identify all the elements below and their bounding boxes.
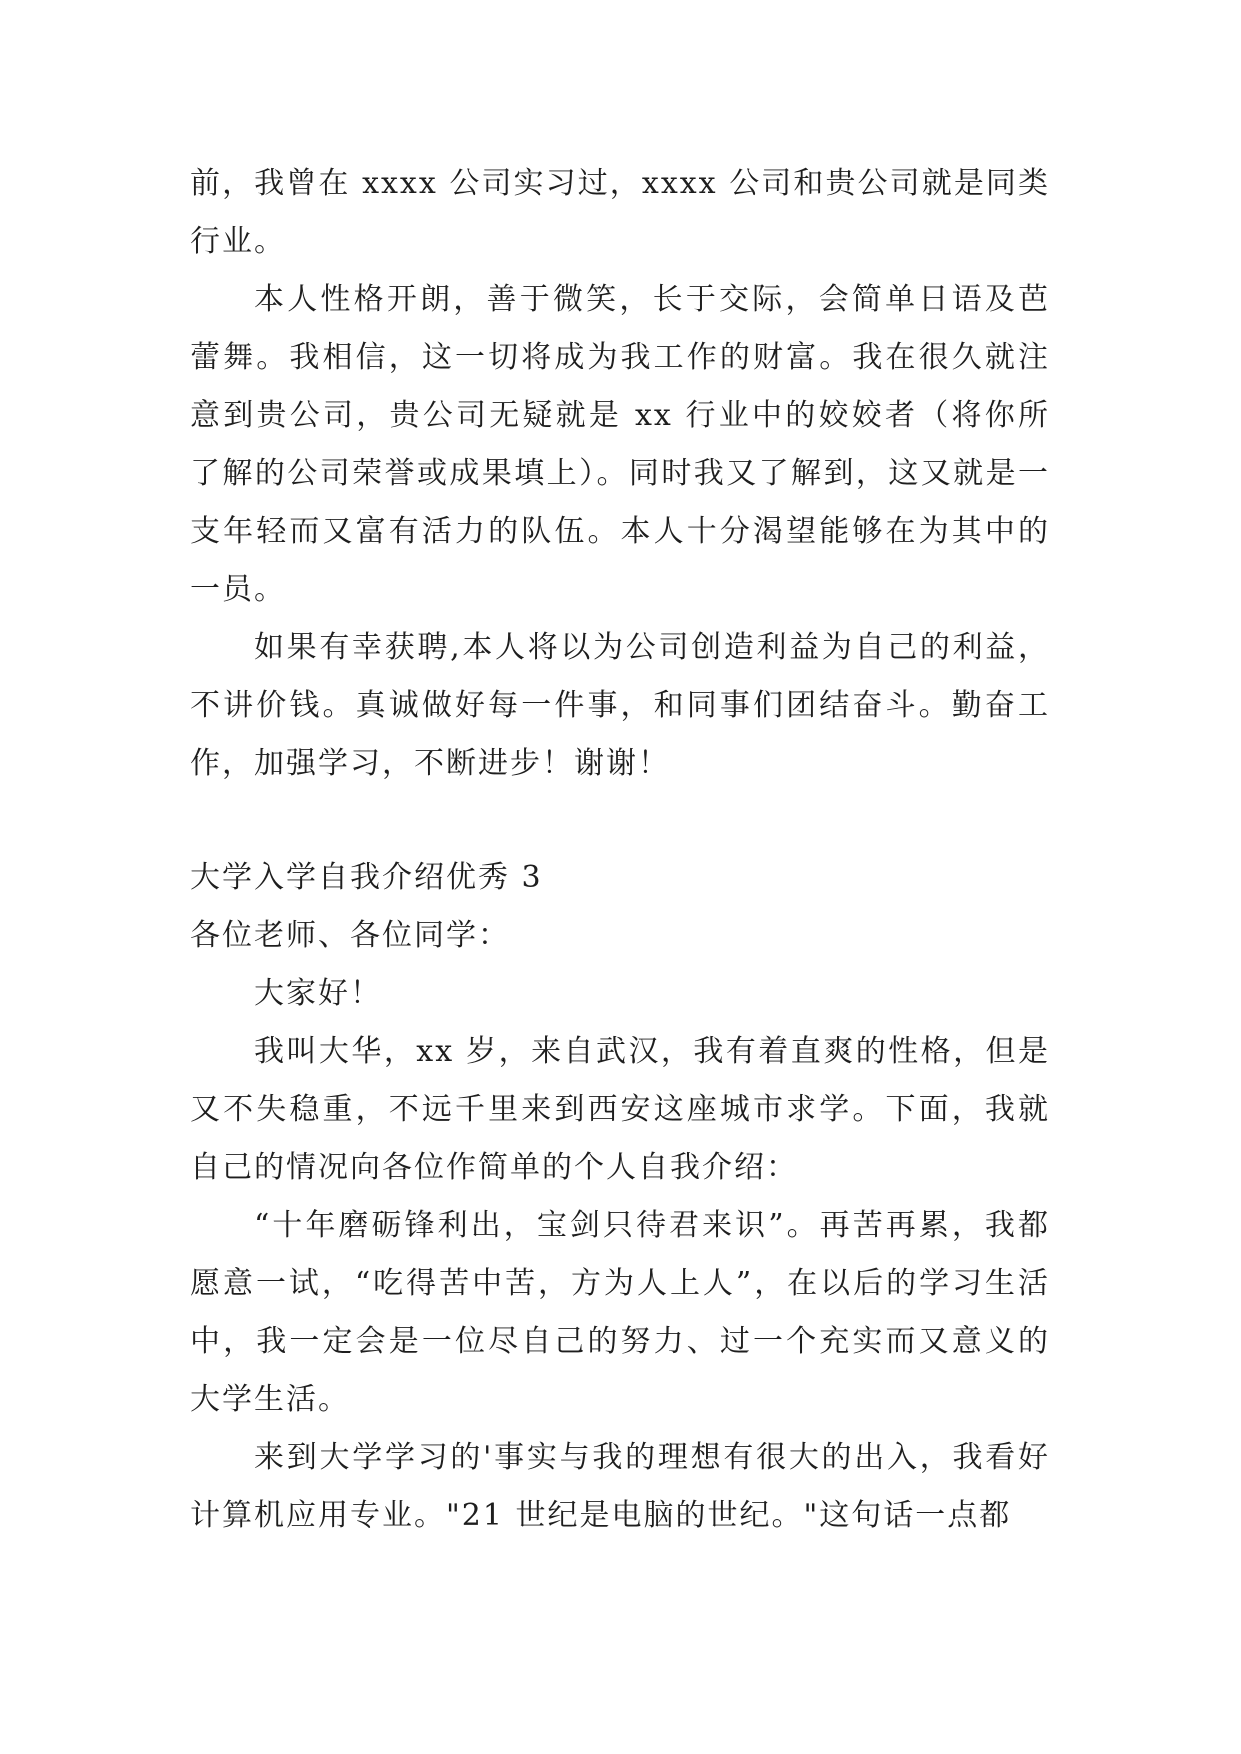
paragraph-internship: 前，我曾在 xxxx 公司实习过，xxxx 公司和贵公司就是同类行业。 — [190, 166, 1050, 259]
greeting: 大家好！ — [254, 976, 382, 1011]
document-page — [190, 155, 1050, 1545]
salutation: 各位老师、各位同学： — [190, 918, 510, 953]
paragraph-major: 来到大学学习的'事实与我的理想有很大的出入，我看好计算机应用专业。"21 世纪是电脑的世纪。"这句话一点都 — [190, 1440, 1050, 1533]
paragraph-personality: 本人性格开朗，善于微笑，长于交际，会简单日语及芭蕾舞。我相信，这一切将成为我工作的财富。我在很久就注意到贵公司，贵公司无疑就是 xx 行业中的姣姣者（将你所了解的公司荣誉或成果填上）。同时我又了解到，这又就是一支年轻而又富有活力的队伍。本人十分渴望能够在为其中的一员。 — [190, 282, 1050, 607]
paragraph-closing: 如果有幸获聘,本人将以为公司创造利益为自己的利益，不讲价钱。真诚做好每一件事，和同事们团结奋斗。勤奋工作，加强学习，不断进步！谢谢！ — [190, 630, 1050, 781]
paragraph-introduction: 我叫大华，xx 岁，来自武汉，我有着直爽的性格，但是又不失稳重，不远千里来到西安这座城市求学。下面，我就自己的情况向各位作简单的个人自我介绍： — [190, 1034, 1050, 1185]
section-title: 大学入学自我介绍优秀 3 — [190, 860, 543, 895]
paragraph-motto: “十年磨砺锋利出，宝剑只待君来识”。再苦再累，我都愿意一试，“吃得苦中苦，方为人上人”，在以后的学习生活中，我一定会是一位尽自己的努力、过一个充实而又意义的大学生活。 — [190, 1208, 1050, 1417]
